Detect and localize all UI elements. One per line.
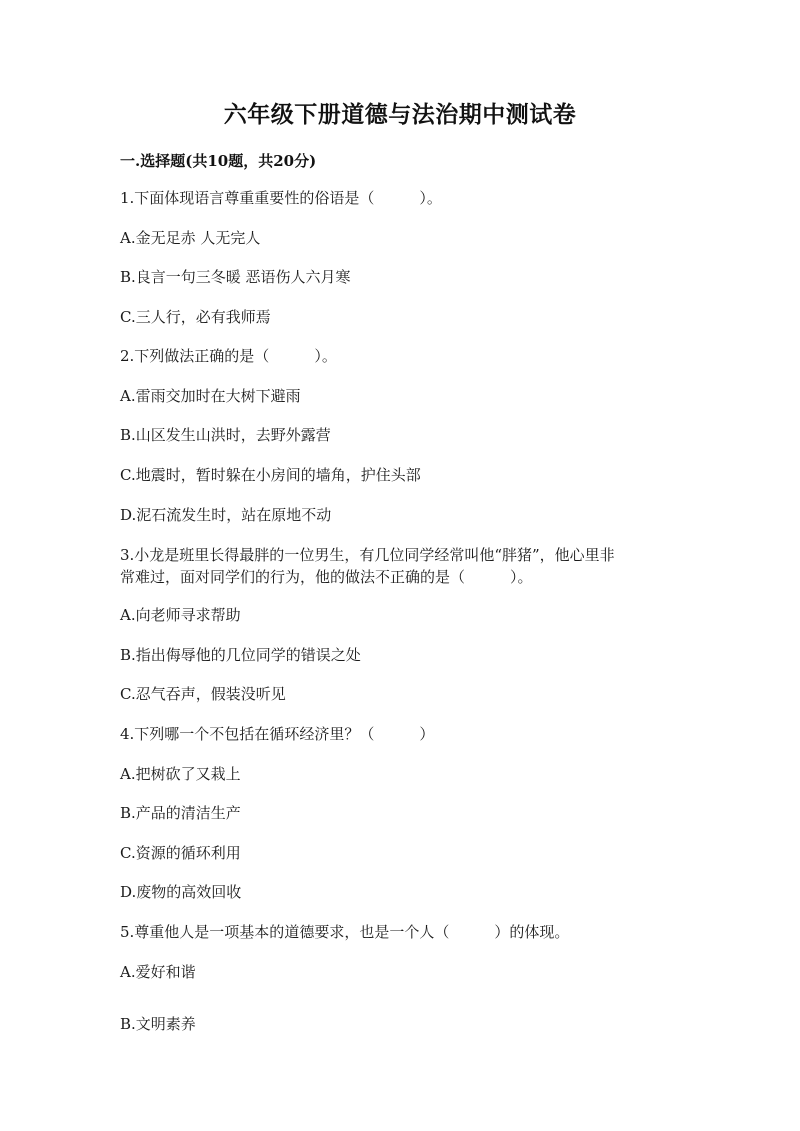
question-stem-continued: 常难过，面对同学们的行为，他的做法不正确的是（ ）。 [120, 568, 533, 586]
option-text: B.良言一句三冬暖 恶语伤人六月寒 [120, 268, 351, 286]
option-text: D.泥石流发生时，站在原地不动 [120, 506, 332, 524]
option-text: B.山区发生山洪时，去野外露营 [120, 426, 331, 444]
option-text: B.产品的清洁生产 [120, 804, 241, 822]
question-stem: 4.下列哪一个不包括在循环经济里？（ ） [120, 725, 435, 743]
option-text: C.资源的循环利用 [120, 844, 241, 862]
page-title: 六年级下册道德与法治期中测试卷 [223, 101, 577, 128]
option-text: B.文明素养 [120, 1015, 196, 1033]
section-heading: 一.选择题(共10题，共20分) [120, 152, 317, 170]
option-text: A.爱好和谐 [120, 963, 196, 981]
option-text: C.忍气吞声，假装没听见 [120, 685, 286, 703]
question-stem: 3.小龙是班里长得最胖的一位男生，有几位同学经常叫他“胖猪”，他心里非 [120, 546, 615, 564]
question-stem: 5.尊重他人是一项基本的道德要求，也是一个人（ ）的体现。 [120, 923, 570, 941]
option-text: A.金无足赤 人无完人 [120, 229, 261, 247]
question-stem: 2.下列做法正确的是（ ）。 [120, 347, 337, 365]
option-text: B.指出侮辱他的几位同学的错误之处 [120, 646, 361, 664]
option-text: A.雷雨交加时在大树下避雨 [120, 387, 301, 405]
question-stem: 1.下面体现语言尊重重要性的俗语是（ ）。 [120, 189, 442, 207]
option-text: C.三人行，必有我师焉 [120, 308, 271, 326]
option-text: C.地震时，暂时躲在小房间的墙角，护住头部 [120, 466, 421, 484]
option-text: A.向老师寻求帮助 [120, 606, 241, 624]
option-text: D.废物的高效回收 [120, 883, 242, 901]
option-text: A.把树砍了又栽上 [120, 765, 241, 783]
